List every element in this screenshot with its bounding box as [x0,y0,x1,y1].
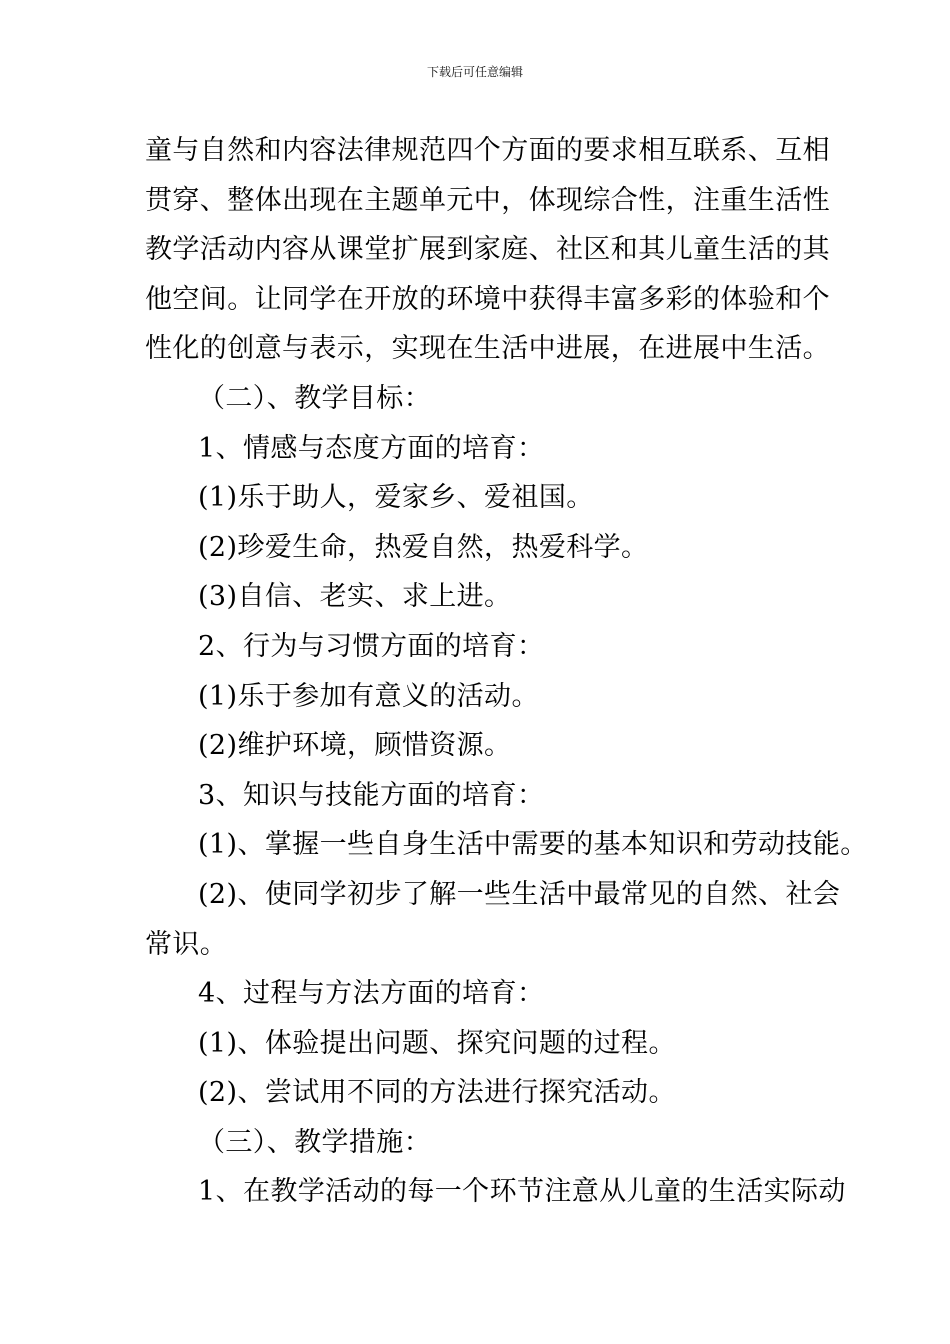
document-body [145,126,868,1217]
list-item: (1)乐于助人，爱家乡、爱祖国。 [198,482,594,514]
page-header: 下载后可任意编辑 [426,65,523,79]
subheading: 3、知识与技能方面的培育： [198,779,545,811]
subheading: 4、过程与方法方面的培育： [198,978,545,1010]
paragraph-line: 1、在教学活动的每一个环节注意从儿童的生活实际动 [198,1176,846,1208]
list-item: (1)乐于参加有意义的活动。 [198,680,539,712]
section-heading: （三）、教学措施： [198,1126,432,1158]
paragraph-line: 他空间。让同学在开放的环境中获得丰富多彩的体验和个 [145,283,830,315]
list-item: (2)珍爱生命，热爱自然，热爱科学。 [198,531,649,563]
list-item: (2)、使同学初步了解一些生活中最常见的自然、社会 [198,878,841,910]
subheading: 1、情感与态度方面的培育： [198,432,545,464]
list-item: (3)自信、老实、求上进。 [198,581,512,613]
list-item: (1)、掌握一些自身生活中需要的基本知识和劳动技能。 [198,829,868,861]
list-item: (1)、体验提出问题、探究问题的过程。 [198,1027,676,1059]
paragraph-line: 性化的创意与表示，实现在生活中进展，在进展中生活。 [145,333,830,365]
paragraph-line: 贯穿、整体出现在主题单元中，体现综合性，注重生活性 [145,184,830,216]
paragraph-line: 教学活动内容从课堂扩展到家庭、社区和其儿童生活的其 [145,234,830,266]
paragraph-line: 常识。 [145,928,228,960]
list-item: (2)、尝试用不同的方法进行探究活动。 [198,1077,676,1109]
section-heading: （二）、教学目标： [198,382,432,414]
paragraph-line: 童与自然和内容法律规范四个方面的要求相互联系、互相 [145,135,830,166]
list-item: (2)维护环境，顾惜资源。 [198,730,512,762]
subheading: 2、行为与习惯方面的培育： [198,630,545,662]
